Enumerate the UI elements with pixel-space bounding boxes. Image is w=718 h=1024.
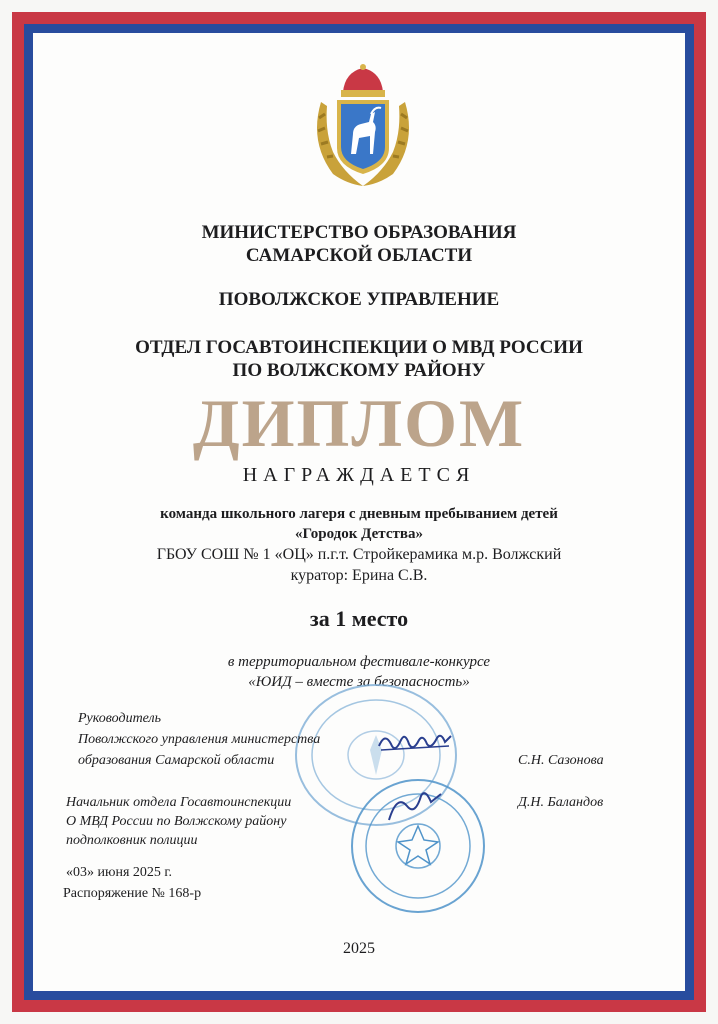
recipient-school: ГБОУ СОШ № 1 «ОЦ» п.г.т. Стройкерамика м.р. Волжский <box>156 546 562 563</box>
issue-date: «03» июня 2025 г. <box>66 865 173 880</box>
order-number: Распоряжение № 168-р <box>63 886 202 901</box>
police-line-2: ПО ВОЛЖСКОМУ РАЙОНУ <box>232 360 486 381</box>
footer-year: 2025 <box>343 940 375 957</box>
signature-balandov <box>385 786 445 826</box>
contest-line-2: «ЮИД – вместе за безопасность» <box>248 674 470 690</box>
signatory-1-name: С.Н. Сазонова <box>518 753 604 768</box>
signatory-1-line-2: Поволжского управления министерства <box>78 732 321 747</box>
ministry-line-2: САМАРСКОЙ ОБЛАСТИ <box>245 245 473 266</box>
signatory-1-line-1: Руководитель <box>78 711 162 726</box>
place-award: за 1 место <box>309 606 409 631</box>
recipient-line-1: команда школьного лагеря с дневным пребыванием детей <box>160 506 558 522</box>
police-line-1: ОТДЕЛ ГОСАВТОИНСПЕКЦИИ О МВД РОССИИ <box>135 337 583 358</box>
signatory-2-name: Д.Н. Баландов <box>518 795 604 810</box>
signatory-1-line-3: образования Самарской области <box>78 753 275 768</box>
signatory-2-line-2: О МВД России по Волжскому району <box>66 814 287 829</box>
awarded-label: НАГРАЖДАЕТСЯ <box>242 464 476 486</box>
department-name: ПОВОЛЖСКОЕ УПРАВЛЕНИЕ <box>218 289 500 310</box>
diploma-title: ДИПЛОМ <box>192 385 526 461</box>
signature-sazonova <box>375 726 455 760</box>
signatory-2-line-1: Начальник отдела Госавтоинспекции <box>66 795 292 810</box>
signatory-2-line-3: подполковник полиции <box>66 833 198 848</box>
ministry-line-1: МИНИСТЕРСТВО ОБРАЗОВАНИЯ <box>201 222 517 243</box>
recipient-curator: куратор: Ерина С.В. <box>290 567 428 584</box>
recipient-line-2: «Городок Детства» <box>295 526 423 542</box>
contest-line-1: в территориальном фестивале-конкурсе <box>227 654 491 670</box>
samara-coat-of-arms-icon <box>303 62 423 188</box>
